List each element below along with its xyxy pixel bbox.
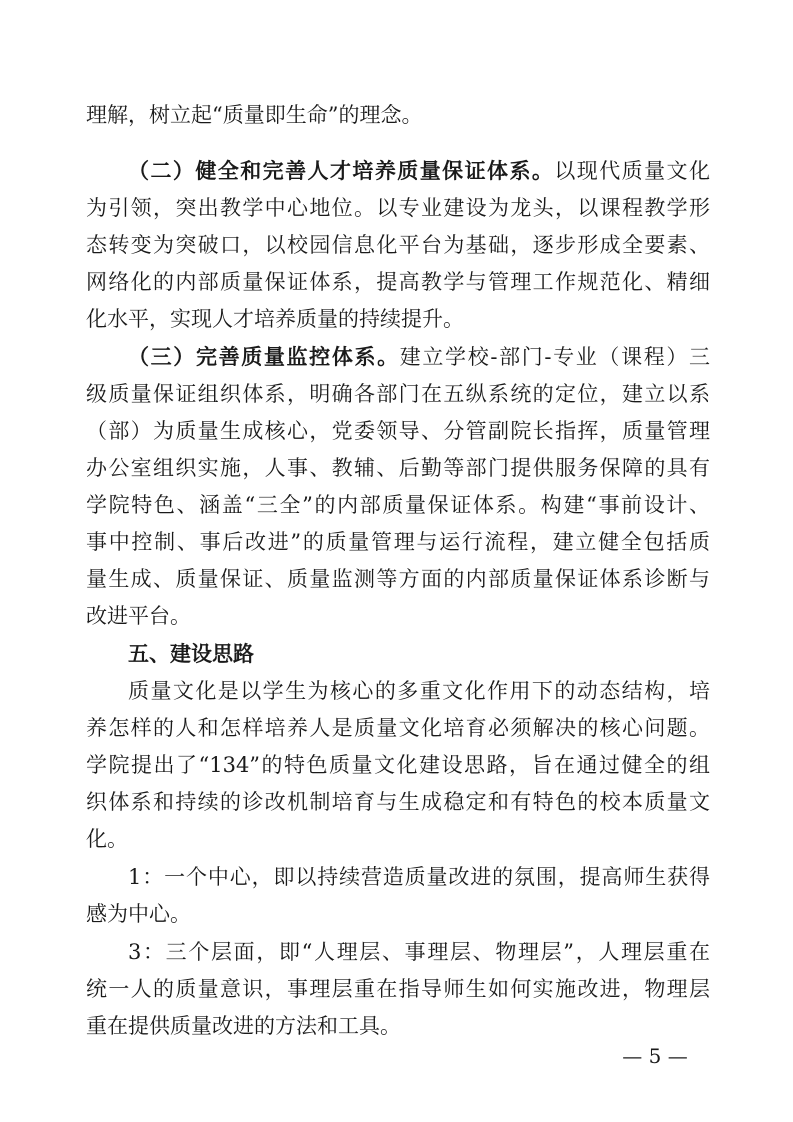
text-line: 织体系和持续的诊改机制培育与生成稳定和有特色的校本质量文 <box>86 790 710 814</box>
text-line: 为引领，突出教学中心地位。以专业建设为龙头，以课程教学形 <box>86 196 710 220</box>
text-line: 态转变为突破口，以校园信息化平台为基础，逐步形成全要素、 <box>86 233 710 257</box>
page-number: — 5 — <box>622 1044 688 1068</box>
text-line: 级质量保证组织体系，明确各部门在五纵系统的定位，建立以系 <box>86 382 710 406</box>
text-line: 统一人的质量意识，事理层重在指导师生如何实施改进，物理层 <box>86 977 710 1001</box>
text-line: 养怎样的人和怎样培养人是质量文化培育必须解决的核心问题。 <box>86 716 710 740</box>
text-line: 感为中心。 <box>86 902 191 926</box>
section-lead: （二）健全和完善人才培养质量保证体系。 <box>128 159 555 183</box>
text-line: 质量文化是以学生为核心的多重文化作用下的动态结构，培 <box>128 679 710 703</box>
section-lead: （三）完善质量监控体系。 <box>128 345 400 369</box>
text-line: 3：三个层面，即“人理层、事理层、物理层”，人理层重在 <box>128 940 710 964</box>
text-line: 1：一个中心，即以持续营造质量改进的氛围，提高师生获得 <box>128 865 710 889</box>
section-heading: 五、建设思路 <box>128 642 254 666</box>
text-line: 学院提出了“134”的特色质量文化建设思路，旨在通过健全的组 <box>86 753 710 777</box>
text-line: 化水平，实现人才培养质量的持续提升。 <box>86 307 464 331</box>
text-line: （部）为质量生成核心，党委领导、分管副院长指挥，质量管理 <box>86 419 710 443</box>
text-line: 量生成、质量保证、质量监测等方面的内部质量保证体系诊断与 <box>86 567 710 591</box>
text-line: 理解，树立起“质量即生命”的理念。 <box>86 103 423 127</box>
text-line: 网络化的内部质量保证体系，提高教学与管理工作规范化、精细 <box>86 270 710 294</box>
text-run: 建立学校-部门-专业（课程）三 <box>399 345 711 369</box>
text-line: 事中控制、事后改进”的质量管理与运行流程，建立健全包括质 <box>86 530 710 554</box>
text-line: 学院特色、涵盖“三全”的内部质量保证体系。构建“事前设计、 <box>86 493 710 517</box>
text-line <box>128 343 710 371</box>
text-line <box>128 157 710 185</box>
text-line: 化。 <box>86 827 128 851</box>
text-line: 办公室组织实施，人事、教辅、后勤等部门提供服务保障的具有 <box>86 456 710 480</box>
text-run: 以现代质量文化 <box>554 159 710 183</box>
text-line: 改进平台。 <box>86 604 191 628</box>
text-line: 重在提供质量改进的方法和工具。 <box>86 1014 401 1038</box>
